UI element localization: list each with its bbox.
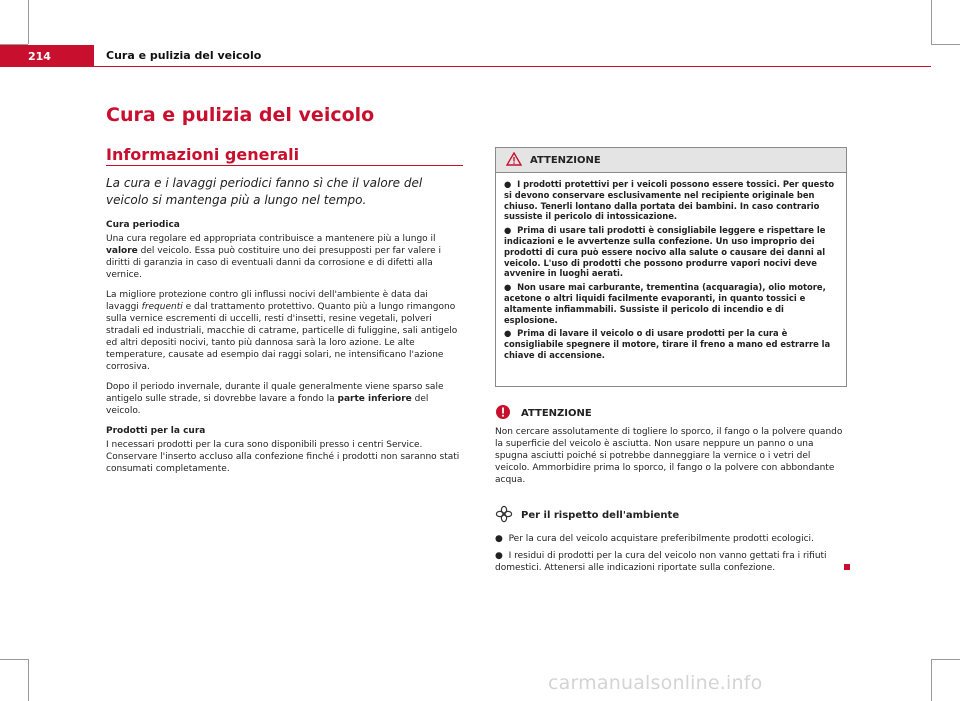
paragraph: La migliore protezione contro gli influssi nocivi dell'ambiente è data dai lavaggi frequenti e dal trattamento protettivo. Quanto più a lungo rimangono sulla vernice escrementi di uccelli, resti d'insetti, resine vegetali, polveri stradali ed industriali, macchie di catrame, particelle di fuliggine, sali antigelo ed altri depositi nocivi, tanto più dannosa sarà la loro azione. Le alte temperature, causate ad esempio dai raggi solari, ne intensificano l'azione corrosiva. xyxy=(106,290,458,372)
caution-circle-icon xyxy=(495,404,511,424)
paragraph: Dopo il periodo invernale, durante il quale generalmente viene sparso sale antigelo sulle strade, si dovrebbe lavare a fondo la parte inferiore del veicolo. xyxy=(106,382,444,416)
list-item: ● Prima di usare tali prodotti è consigliabile leggere e rispettare le indicazioni e le avvertenze sulla confezione. Un uso improprio dei prodotti di cura può essere nocivo alla salute o causare dei danni al veicolo. L'uso di prodotti che possono produrre vapori nocivi deve avvenire in luoghi aerati. xyxy=(504,225,826,279)
paragraph: Una cura regolare ed appropriata contribuisce a mantenere più a lungo il valore del veicolo. Essa può costituire uno dei presupposti per far valere i diritti di garanzia in caso di eventuali danni da corrosione e di difetti alla vernice. xyxy=(106,234,442,280)
section-title: Informazioni generali xyxy=(106,145,300,164)
page-number: 214 xyxy=(0,45,94,67)
lead-paragraph: La cura e i lavaggi periodici fanno sì che il valore del veicolo si mantenga più a lungo nel tempo. xyxy=(106,176,423,207)
chapter-title: Cura e pulizia del veicolo xyxy=(106,104,375,126)
watermark: carmanualsonline.info xyxy=(548,672,763,694)
warning-title: ATTENZIONE xyxy=(530,154,601,166)
running-header: Cura e pulizia del veicolo xyxy=(106,49,262,62)
subheading-cura-periodica: Cura periodica xyxy=(106,220,180,230)
environment-header xyxy=(495,505,847,527)
left-column xyxy=(106,175,463,483)
paragraph: I necessari prodotti per la cura sono disponibili presso i centri Service. Conservare l'inserto accluso alla confezione finché i prodotti non saranno stati consumati completamente. xyxy=(106,440,460,474)
crop-mark xyxy=(28,659,29,701)
warning-header xyxy=(496,148,846,173)
list-item: ● Non usare mai carburante, trementina (acquaragia), olio motore, acetone o altri liquidi facilmente evaporanti, in quanto tossici e altamente infiammabili. Sussiste il pericolo di incendio e di esplosione. xyxy=(504,282,826,325)
caution-text: Non cercare assolutamente di togliere lo sporco, il fango o la polvere quando la superficie del veicolo è asciutta. Non usare neppure un panno o una spugna asciutti poiché si potrebbe danneggiare la vernice o i vetri del veicolo. Ammorbidire prima lo sporco, il fango o la polvere con abbondante acqua. xyxy=(495,427,843,485)
warning-box xyxy=(495,147,847,387)
list-item: ● Per la cura del veicolo acquistare preferibilmente prodotti ecologici. xyxy=(495,534,814,544)
caution-title: ATTENZIONE xyxy=(521,408,592,419)
environment-note xyxy=(495,505,847,579)
section-end-mark xyxy=(844,564,850,570)
caution-note xyxy=(495,404,847,486)
flower-icon xyxy=(495,505,513,527)
crop-mark xyxy=(28,0,29,44)
section-rule xyxy=(106,165,463,166)
list-item: ● I residui di prodotti per la cura del veicolo non vanno gettati fra i rifiuti domestici. Attenersi alle indicazioni riportate sulla confezione. xyxy=(495,551,827,573)
list-item: ● Prima di lavare il veicolo o di usare prodotti per la cura è consigliabile spegnere il motore, tirare il freno a mano ed estrarre la chiave di accensione. xyxy=(504,328,831,360)
caution-header xyxy=(495,404,847,424)
crop-mark xyxy=(931,659,960,660)
crop-mark xyxy=(931,44,960,45)
warning-body xyxy=(496,173,846,361)
header-rule xyxy=(94,66,931,67)
crop-mark xyxy=(931,659,932,701)
crop-mark xyxy=(931,0,932,44)
environment-title: Per il rispetto dell'ambiente xyxy=(521,510,680,521)
subheading-prodotti: Prodotti per la cura xyxy=(106,426,206,436)
crop-mark xyxy=(0,659,28,660)
list-item: ● I prodotti protettivi per i veicoli possono essere tossici. Per questo si devono conservare esclusivamente nel recipiente originale ben chiuso. Tenerli lontano dalla portata dei bambini. In caso contrario sussiste il pericolo di intossicazione. xyxy=(504,179,835,222)
warning-triangle-icon xyxy=(506,151,522,170)
